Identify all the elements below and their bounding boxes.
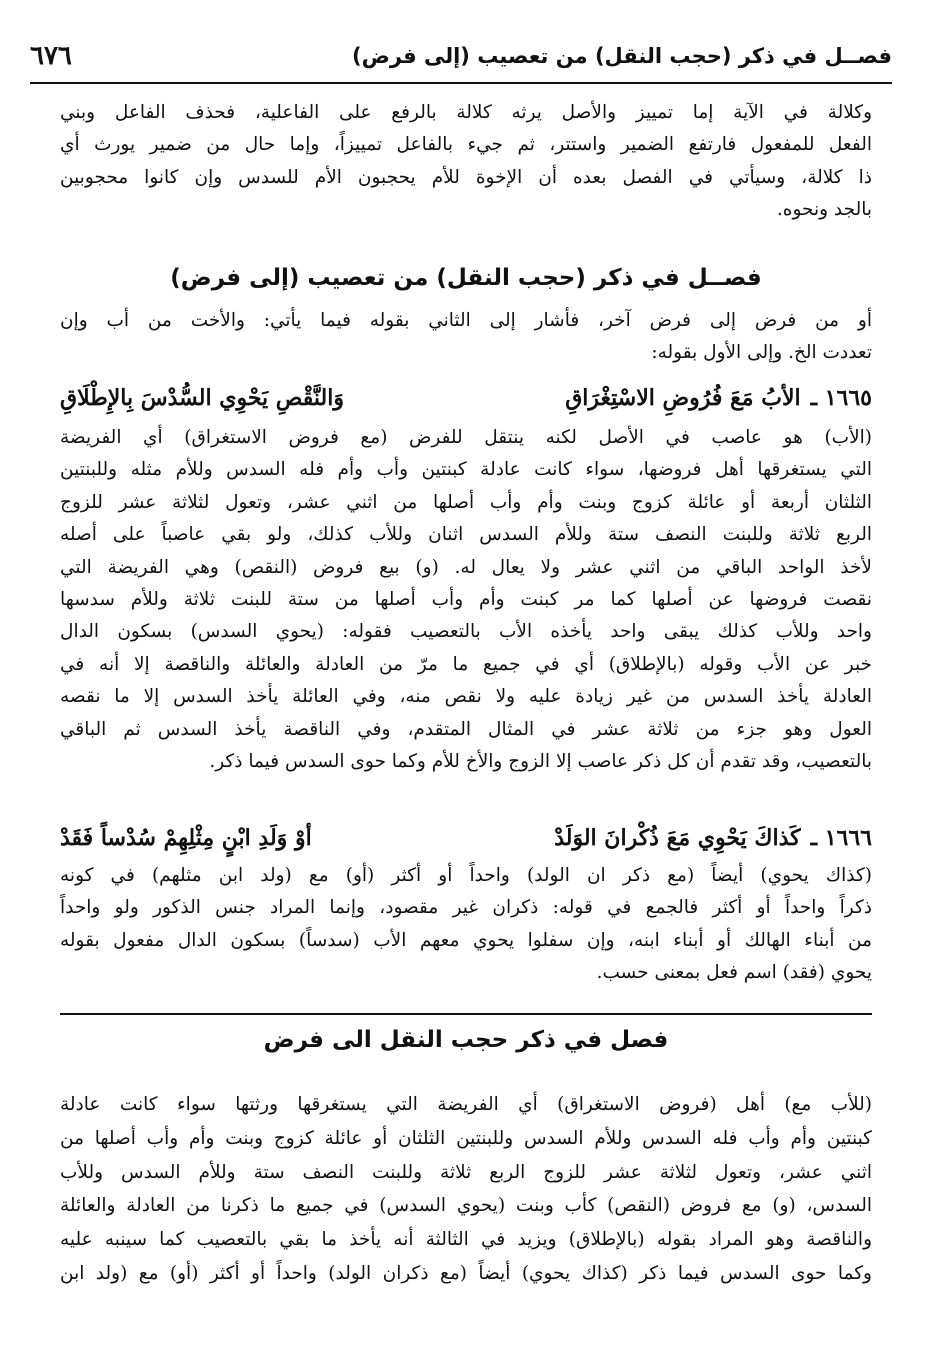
- text-line: ذا كلالة، وسيأتي في الفصل بعده أن الإخوة للأم يحجبون الأم للسدس وإن كانوا محجوبين: [60, 166, 872, 188]
- footnote-title: فصل في ذكر حجب النقل الى فرض: [263, 1027, 669, 1053]
- text-line: تعددت الخ. وإلى الأول بقوله:: [651, 342, 872, 364]
- text-line: اثني عشر، وتعول لثلاثة عشر للزوج الربع ثلاثة وللبنت النصف ستة وللأم السدس وللأب: [60, 1161, 872, 1183]
- text-line: أو من فرض إلى فرض آخر، فأشار إلى الثاني بقوله فيما يأتي: والأخت من أب وإن: [60, 310, 872, 331]
- page-number: ٦٧٦: [30, 41, 72, 71]
- text-line: واحد وللأب كذلك يبقى واحد يأخذه الأب بالتعصيب فقوله: (يحوي السدس) بسكون الدال: [60, 621, 872, 643]
- verse-hemistich-first: الأبُ مَعَ فُرُوضِ الاسْتِغْرَاقِ: [565, 385, 801, 411]
- text-line: العادلة يأخذ السدس من غير زيادة عليه ولا نقص منه، وفي العائلة يأخذ السدس إلا ما نقصه: [60, 686, 872, 708]
- footnote-paragraph: [60, 1088, 872, 1291]
- text-line: (كذاك يحوي) أيضاً (مع ذكر ان الولد) واحداً أو أكثر (أو) مع (ولد ابن مثلهم) في كونه: [60, 865, 872, 886]
- text-line: يحوي (فقد) اسم فعل بمعنى حسب.: [596, 962, 872, 984]
- text-line: نقصت فروضها عن أصلها كما مر كبنت وأم وأب أصلها من ستة للبنت ثلاثة وللأم سدسها: [60, 589, 872, 611]
- text-line: وكما حوى السدس فيما ذكر (كذاك يحوي) أيضاً (مع ذكران الولد) واحداً أو أكثر (أو) مع (ولد ابن: [60, 1262, 872, 1284]
- section-intro-paragraph: [60, 305, 872, 370]
- text-line: الربع ثلاثة وللبنت النصف ستة وللأم السدس اثنان وللأب كذلك، ولو بقي عاصباً على أصله: [60, 524, 872, 546]
- text-line: ذكراً واحداً أو أكثر فالجمع في قوله: ذكران غير مقصود، وإنما المراد جنس الذكور ولو واحداً: [60, 897, 872, 919]
- text-line: وكلالة في الآية إما تمييز والأصل يرثه كلالة بالرفع على الفاعلية، فحذف الفاعل وبني: [60, 102, 872, 123]
- text-line: العول وهو جزء من ثلاثة عشر في المثال المتقدم، وفي الناقصة يأخذ السدس ثم الباقي: [60, 718, 872, 740]
- text-line: السدس، (و) مع فروض (النقص) كأب وبنت (يحوي السدس) في جميع ما ذكرنا من العادلة والعائلة: [60, 1195, 872, 1217]
- verse-number: ١٦٦٦ ـ: [810, 825, 872, 851]
- page-header: [30, 30, 892, 84]
- text-line: (للأب مع) أهل (فروض الاستغراق) أي الفريضة التي يستغرقها ورثتها سواء كانت عادلة: [60, 1094, 872, 1115]
- intro-paragraph: [60, 97, 872, 227]
- verse-hemistich-second: أوْ وَلَدِ ابْنٍ مِثْلِهِمْ سُدْساً فَقَدْ: [60, 825, 312, 851]
- footnote-divider: [60, 1013, 872, 1015]
- commentary-1666: [60, 860, 872, 990]
- text-line: من أبناء الهالك أو أبناء ابنه، وإن سفلوا يحوي معهم الأب (سدساً) بسكون الدال مفعول بقوله: [60, 929, 872, 951]
- verse-1666: [60, 818, 872, 858]
- text-line: التي يستغرقها أهل فروضها، سواء كانت عادلة كبنتين وأب وأم فله السدس وللأم مثله وللبنتين: [60, 459, 872, 481]
- verse-hemistich-first: كَذاكَ يَحْوِي مَعَ ذُكْرانَ الوَلَدْ: [554, 825, 801, 851]
- running-title: فصــل في ذكر (حجب النقل) من تعصيب (إلى فرض): [351, 44, 892, 68]
- section-title: فصــل في ذكر (حجب النقل) من تعصيب (إلى فرض): [170, 265, 762, 291]
- text-line: والناقصة وهو المراد بقوله (بالإطلاق) ويزيد في الثالثة أنه يأخذ ما بقي بالتعصيب كما سينبه عليه: [60, 1229, 872, 1251]
- text-line: خبر عن الأب وقوله (بالإطلاق) أي في جميع ما مرّ من العادلة والعائلة والناقصة إلا أنه في: [60, 653, 872, 675]
- verse-number: ١٦٦٥ ـ: [810, 385, 872, 411]
- commentary-1665: [60, 422, 872, 778]
- verse-hemistich-second: وَالنَّقْصِ يَحْوِي السُّدْسَ بِالإِطْلَاقِ: [60, 385, 344, 411]
- text-line: الفعل للمفعول فارتفع الضمير واستتر، ثم جيء بالفاعل تمييزاً، وإما حال من ضمير يورث أي: [60, 134, 872, 156]
- text-line: لأخذ الواحد الباقي من اثني عشر ولا يعال له. (و) بيع فروض (النقص) وهي الفريضة التي: [60, 556, 872, 578]
- text-line: بالتعصيب، وقد تقدم أن كل ذكر عاصب إلا الزوج والأخ للأم وكما حوى السدس فيما ذكر.: [209, 751, 872, 773]
- text-line: بالجد ونحوه.: [776, 199, 872, 221]
- text-line: كبنتين وأم وأب فله السدس وللأم السدس وللبنتين الثلثان أو عائلة كزوج وبنت وأم وأب أصلها من: [60, 1127, 872, 1149]
- verse-1665: [60, 378, 872, 418]
- text-line: (الأب) هو عاصب في الأصل لكنه ينتقل للفرض (مع فروض الاستغراق) أي الفريضة: [60, 427, 872, 448]
- text-line: الثلثان أربعة أو عائلة كزوج وبنت وأم وأب أصلها من اثني عشر، وتعول لثلاثة عشر للزوج: [60, 491, 872, 513]
